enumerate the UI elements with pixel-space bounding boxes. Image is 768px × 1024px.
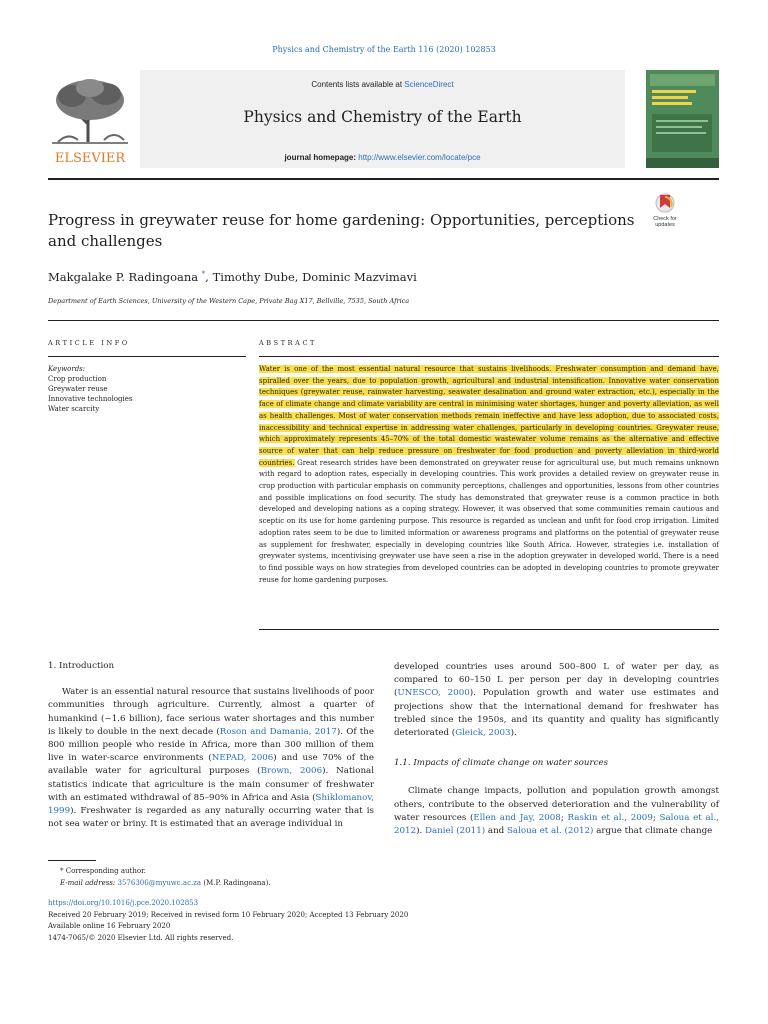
email-label: E-mail address:	[60, 879, 118, 887]
citation-link[interactable]: Ellen and Jay, 2008	[473, 812, 561, 823]
citation-link[interactable]: NEPAD, 2006	[211, 753, 274, 764]
subsection-paragraph	[394, 785, 719, 838]
article-title: Progress in greywater reuse for home gardening: Opportunities, perceptions and challenges	[48, 211, 635, 250]
sciencedirect-link[interactable]: ScienceDirect	[404, 80, 454, 89]
text: ). Of the 800 million people who reside in Africa, more than 300 million of them live in water-scarce environments (	[48, 726, 374, 764]
homepage-label: journal homepage:	[284, 153, 359, 162]
author-list: Makgalake P. Radingoana *, Timothy Dube, Dominic Mazvimavi	[48, 270, 417, 284]
text: ).	[416, 826, 426, 837]
text: Water is an essential natural resource that sustains livelihoods of poor communities through agriculture. Currently, almost a quarter of humankind (~1.6 billion), face serious water shortages and this number is likely to double in the next decade (	[48, 687, 374, 737]
corresponding-author-mark[interactable]: *	[201, 270, 206, 279]
text: ;	[560, 812, 568, 823]
keywords-label: Keywords:	[48, 365, 86, 373]
article-info-rule	[48, 356, 246, 357]
keyword-item: Greywater reuse	[48, 385, 108, 393]
text: ).	[510, 728, 517, 739]
keywords-block	[48, 364, 246, 414]
email-suffix: (M.P. Radingoana).	[201, 879, 271, 887]
body-column-left	[48, 660, 374, 831]
keyword-item: Innovative technologies	[48, 395, 133, 403]
citation-link[interactable]: Saloua et al. (2012)	[506, 826, 594, 837]
homepage-link[interactable]: http://www.elsevier.com/locate/pce	[358, 153, 481, 162]
available-online: Available online 16 February 2020	[48, 922, 171, 930]
citation-link[interactable]: Gleick, 2003	[455, 728, 511, 739]
received-dates: Received 20 February 2019; Received in revised form 10 February 2020; Accepted 13 February 2020	[48, 910, 409, 919]
subsection-heading: 1.1. Impacts of climate change on water sources	[394, 758, 609, 769]
citation-link[interactable]: Saloua et al., 2012	[394, 812, 719, 837]
abstract-highlighted-text[interactable]: Water is one of the most essential natural resource that sustains livelihoods. Freshwater consumption and demand have, spiralled over the years, due to population growth, agricultural and industrial intensification. Innovative water conservation techniques (greywater reuse, rainwater harvesting, seawater desalination and ground water extraction, etc.), especially in the face of climate change and climate variability are central in minimising water shortages, hunger and poverty alleviation, as well as health challenges. Most of water conservation methods remain ineffective and have less adoption, due to associated costs, inaccessibility and technical expertise in addressing water challenges, particularly in developing countries. Greywater reuse, which approximately represents 45–70% of the total domestic wastewater volume remains as the alternative and effective source of water that can help reduce pressure on freshwater for food production and poverty alleviation in third-world countries.	[259, 365, 719, 467]
affiliation: Department of Earth Sciences, University of the Western Cape, Private Bag X17, Bellville, 7535, South Africa	[48, 297, 410, 305]
abstract-rule	[259, 356, 719, 357]
citation-link[interactable]: Brown, 2006	[260, 766, 323, 777]
abstract-rest-text: Great research strides have been demonstrated on greywater reuse for agricultural use, but much remains unknown with regard to adoption rates, especially in developing countries. This work provides a detailed review on greywater reuse in crop production with particular emphasis on community perceptions, challenges and opportunities, lessons from other countries and possible implications on food security. The study has demonstrated that greywater reuse is a common practice in both developed and developing nations as a coping strategy. However, it was observed that some communities remain cautious and sceptic on its use for home gardening purpose. This resource is regarded as unclean and unfit for food crop irrigation. Limited adoption rates seem to be due to limited information or awareness programs and platforms on the potential of greywater reuse as supplement for freshwater, especially in developing countries like South Africa. However, strategies i.e. installation of greywater systems, incentivising greywater use have seen a rise in the adoption greywater in developed world. There is a need to find possible ways on how strategies from developed countries can be adopted in developing countries to promote greywater reuse for home gardening purposes.	[259, 458, 719, 584]
copyright: 1474-7065/© 2020 Elsevier Ltd. All rights reserved.	[48, 933, 234, 942]
text: ). Freshwater is regarded as any naturally occurring water that is not sea water or briny. It is estimated that an average individual in	[48, 806, 374, 830]
author-name[interactable]: Makgalake P. Radingoana	[48, 270, 199, 284]
homepage-line	[140, 153, 625, 162]
journal-header	[48, 70, 719, 174]
abstract-text	[259, 364, 719, 586]
text: and	[485, 826, 507, 837]
publisher-name: ELSEVIER	[54, 151, 126, 166]
citation-link[interactable]: Raskin et al., 2009	[567, 812, 653, 823]
text: ;	[652, 812, 660, 823]
running-head[interactable]: Physics and Chemistry of the Earth 116 (2020) 102853	[272, 45, 496, 54]
doi-link[interactable]: https://doi.org/10.1016/j.pce.2020.102853	[48, 899, 199, 907]
citation-link[interactable]: Daniel (2011)	[425, 826, 486, 837]
footnotes	[48, 865, 548, 889]
journal-name: Physics and Chemistry of the Earth	[243, 108, 522, 126]
introduction-paragraph	[48, 686, 374, 831]
author-name[interactable]: Dominic Mazvimavi	[302, 270, 417, 284]
text: argue that climate change	[593, 826, 713, 837]
check-for-label: Check for	[653, 216, 677, 222]
footnote-rule	[48, 860, 96, 861]
section-rule	[48, 320, 719, 321]
contents-line	[140, 80, 625, 89]
text: ) and use 70% of the available water for agricultural purposes (	[48, 753, 374, 777]
publication-info	[48, 898, 608, 944]
abstract-heading: ABSTRACT	[259, 339, 317, 347]
abstract-bottom-rule	[259, 629, 719, 630]
article-info-heading: ARTICLE INFO	[48, 339, 130, 347]
continued-paragraph	[394, 661, 719, 740]
check-for-updates-icon[interactable]	[646, 191, 684, 229]
citation-link[interactable]: Shiklomanov, 1999	[48, 792, 374, 817]
elsevier-tree-logo-icon	[48, 74, 132, 166]
keyword-item: Water scarcity	[48, 405, 100, 413]
email-note	[48, 877, 548, 889]
journal-header-box	[140, 70, 625, 168]
keyword-item: Crop production	[48, 375, 107, 383]
text: ). Population growth and water use estimates and projections show that the international demand for freshwater has trebled since the 1950s, and its quantity and quality has significantly deteriorated (	[394, 688, 719, 739]
updates-label: updates	[655, 222, 675, 228]
contents-prefix: Contents lists available at	[311, 80, 405, 89]
body-column-right	[394, 661, 719, 838]
text: ). National statistics indicate that agriculture is the main consumer of freshwater with an estimated withdrawal of 85–90% in Africa and Asia (	[48, 766, 374, 803]
text: developed countries uses around 500–800 L of water per day, as compared to 60–150 L per person per day in developing countries (	[394, 662, 719, 699]
email-link[interactable]: 3576306@myuwc.ac.za	[117, 879, 202, 887]
citation-link[interactable]: Roson and Damania, 2017	[219, 726, 337, 737]
header-rule	[48, 178, 719, 180]
text: Climate change impacts, pollution and population growth amongst others, contribute to the observed deterioration and the vulnerability of water resources (	[394, 786, 719, 823]
journal-cover-image[interactable]	[646, 70, 719, 168]
corresponding-author-note: * Corresponding author.	[60, 867, 146, 875]
citation-link[interactable]: UNESCO, 2000	[397, 688, 470, 699]
introduction-heading: 1. Introduction	[48, 661, 115, 671]
author-name[interactable]: Timothy Dube	[212, 270, 295, 284]
